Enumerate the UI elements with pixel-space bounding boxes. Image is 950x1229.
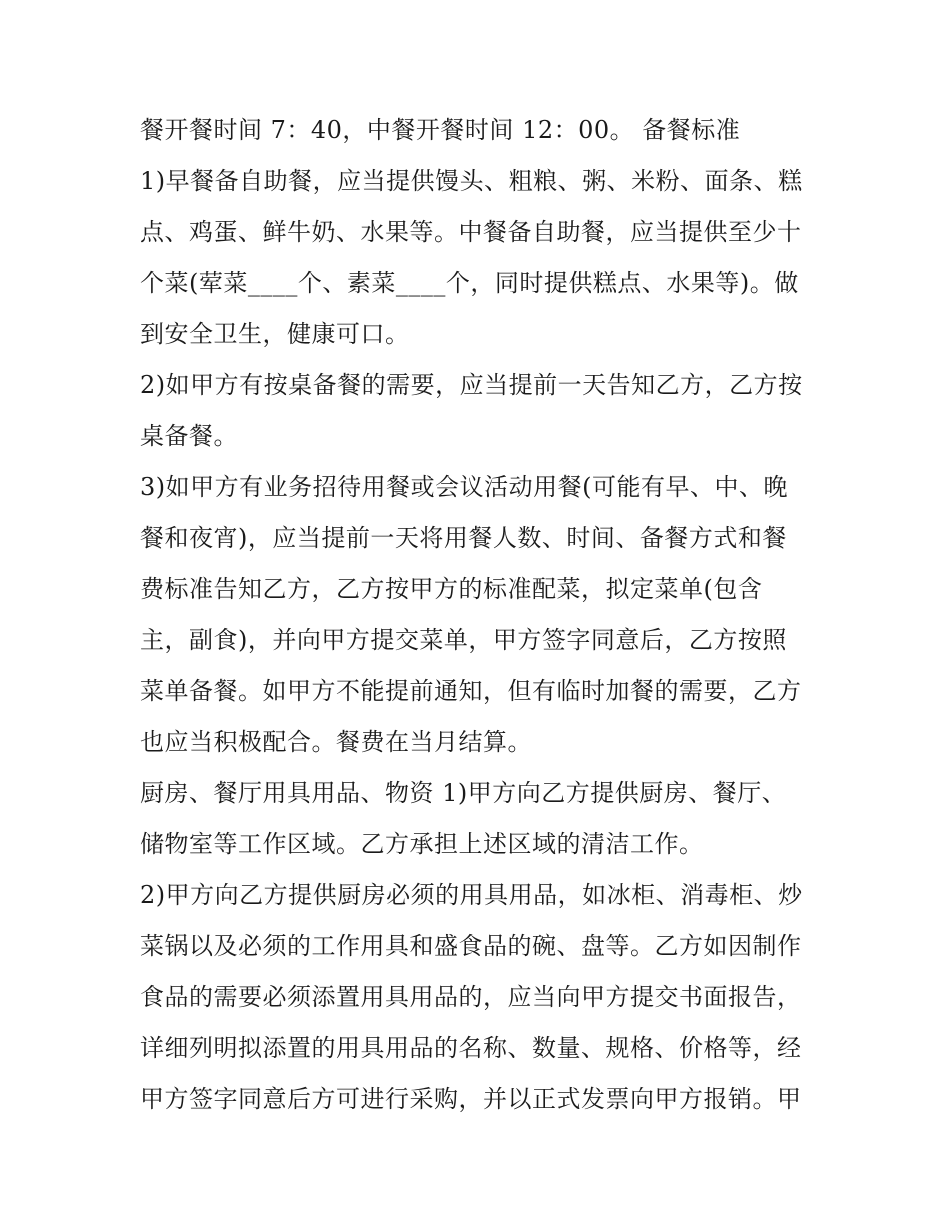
body-text xyxy=(140,105,830,1125)
text-line: 食品的需要必须添置用具用品的，应当向甲方提交书面报告， xyxy=(140,983,802,1011)
text-line: 费标准告知乙方，乙方按甲方的标准配菜，拟定菜单(包含 xyxy=(140,575,763,603)
text-line: 菜锅以及必须的工作用具和盛食品的碗、盘等。乙方如因制作 xyxy=(140,932,802,960)
text-line: 主，副食)，并向甲方提交菜单，甲方签字同意后，乙方按照 xyxy=(140,626,787,654)
text-line: 餐开餐时间 7：40，中餐开餐时间 12：00。 备餐标准 xyxy=(140,116,741,144)
text-line: 菜单备餐。如甲方不能提前通知，但有临时加餐的需要，乙方 xyxy=(140,677,802,705)
text-line: 详细列明拟添置的用具用品的名称、数量、规格、价格等，经 xyxy=(140,1034,802,1062)
text-line: 甲方签字同意后方可进行采购，并以正式发票向甲方报销。甲 xyxy=(140,1085,802,1113)
text-line: 厨房、餐厅用具用品、物资 1)甲方向乙方提供厨房、餐厅、 xyxy=(140,779,787,807)
text-line: 点、鸡蛋、鲜牛奶、水果等。中餐备自助餐，应当提供至少十 xyxy=(140,218,802,246)
text-line: 3)如甲方有业务招待用餐或会议活动用餐(可能有早、中、晚 xyxy=(140,473,788,501)
text-line: 也应当积极配合。餐费在当月结算。 xyxy=(140,728,532,756)
text-line: 桌备餐。 xyxy=(140,422,238,450)
text-line: 1)早餐备自助餐，应当提供馒头、粗粮、粥、米粉、面条、糕 xyxy=(140,167,803,195)
text-line: 个菜(荤菜____个、素菜____个，同时提供糕点、水果等)。做 xyxy=(140,269,799,297)
text-line: 2)如甲方有按桌备餐的需要，应当提前一天告知乙方，乙方按 xyxy=(140,371,803,399)
text-line: 2)甲方向乙方提供厨房必须的用具用品，如冰柜、消毒柜、炒 xyxy=(140,881,803,909)
text-line: 储物室等工作区域。乙方承担上述区域的清洁工作。 xyxy=(140,830,704,858)
text-line: 到安全卫生，健康可口。 xyxy=(140,320,410,348)
text-line: 餐和夜宵)，应当提前一天将用餐人数、时间、备餐方式和餐 xyxy=(140,524,787,552)
